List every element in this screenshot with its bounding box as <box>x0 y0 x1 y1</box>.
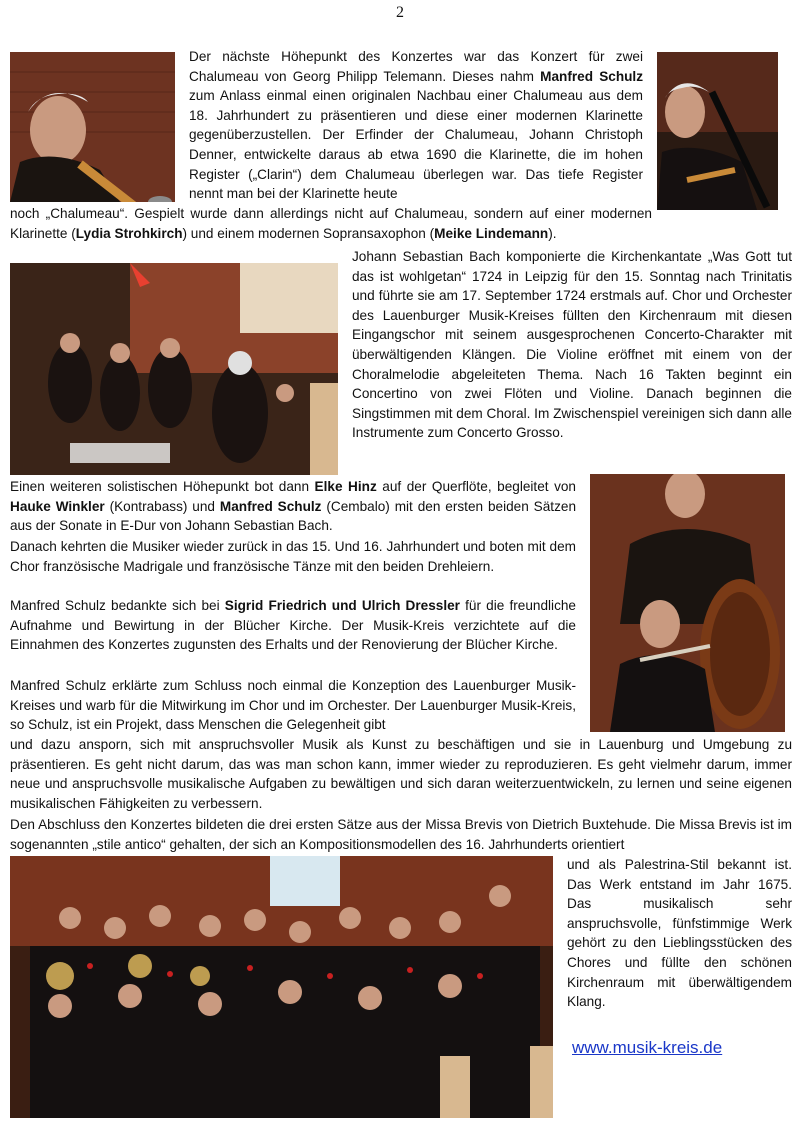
performer-name: Elke Hinz <box>314 479 377 494</box>
performer-name: Manfred Schulz <box>540 68 644 84</box>
photo-flute-bass <box>590 474 785 732</box>
paragraph-telemann <box>189 47 643 204</box>
text-span: noch „Chalumeau“. Gespielt wurde dann allerdings nicht auf Chalumeau, sondern auf einer modernen Klarinette ( <box>10 206 652 241</box>
paragraph-concept-cont <box>10 735 792 813</box>
paragraph-solo <box>10 477 576 536</box>
text-span: auf der Querflöte, begleitet von <box>376 479 576 494</box>
photo-chalumeau-player <box>10 52 175 202</box>
paragraph-madrigals <box>10 537 576 576</box>
paragraph-thanks <box>10 596 576 655</box>
photo-orchestra <box>10 263 338 475</box>
photo-clarinet-player <box>657 52 778 210</box>
paragraph-missa-brevis-cont <box>567 855 792 1012</box>
paragraph-missa-brevis <box>10 815 792 854</box>
performer-name: Meike Lindemann <box>434 225 549 241</box>
text-span: ). <box>548 225 557 241</box>
text-span: Manfred Schulz erklärte zum Schluss noch einmal die Konzeption des Lauenburger Musik-Kreises und warb für die Mitwirkung im Chor und im Orchester. Der Lauenburger Musik-Kreis, so Schulz, ist ein Projekt, dass Menschen die Gelegenheit gibt <box>10 678 576 733</box>
host-names: Sigrid Friedrich und Ulrich Dressler <box>224 598 460 613</box>
performer-name: Lydia Strohkirch <box>75 225 183 241</box>
text-span: (Cembalo) mit den ersten beiden Sätzen aus der Sonate in E-Dur von Johann Sebastian Bach. <box>10 498 577 534</box>
text-span: und als Palestrina-Stil bekannt ist. Das Werk entstand im Jahr 1675. Das musikalisch sehr anspruchsvolle, fünfstimmige Werk gehört zu den Lieblingsstücken des Chores und füllte den schönen Kirchenraum mit überwältigendem Klang. <box>567 857 792 1010</box>
text-span: (Kontrabass) und <box>104 498 220 514</box>
text-span: Den Abschluss den Konzertes bildeten die drei ersten Sätze aus der Missa Brevis von Dietrich Buxtehude. Die Missa Brevis ist im sogenannten „stile antico“ gehalten, der sich an Kompositionsmodellen des 16. Jahrhunderts orientiert <box>10 817 792 852</box>
performer-name: Manfred Schulz <box>219 498 322 514</box>
text-span: und dazu ansporn, sich mit anspruchsvoller Musik als Kunst zu beschäftigen und sie in Lauenburg und Umgebung zu präsentieren. Es geht nicht darum, das was man schon kann, immer wieder zu reproduzieren. Es geht vielmehr darum, immer neue und anspruchsvolle musikalische Aufgaben zu bewältigen und sich daran weiterzuentwickeln, zu lernen und seine eigenen musikalischen Fähigkeiten zu verbessern. <box>10 737 792 811</box>
paragraph-concept <box>10 676 576 735</box>
text-span: ) und einem modernen Sopransaxophon ( <box>182 225 435 241</box>
text-span: für die freundliche Aufnahme und Bewirtung in der Blücher Kirche. Der Musik-Kreis verzichtete auf die Einnahmen des Konzertes zugunsten des Erhalts und der Renovierung der Blücher Kirche. <box>10 598 576 653</box>
paragraph-bach-cantata <box>352 247 792 443</box>
website-link[interactable]: www.musik-kreis.de <box>572 1038 723 1057</box>
photo-choir <box>10 856 553 1118</box>
text-span: Der nächste Höhepunkt des Konzertes war das Konzert für zwei Chalumeau von Georg Philipp Telemann. Dieses nahm <box>189 49 643 84</box>
text-span: Manfred Schulz bedankte sich bei <box>10 598 225 613</box>
performer-name: Hauke Winkler <box>10 498 105 514</box>
paragraph-telemann-cont <box>10 204 652 243</box>
text-span: zum Anlass einmal einen originalen Nachbau einer Chalumeau aus dem 18. Jahrhundert zu präsentieren und diese einer modernen Klarinette gegenüberzustellen. Der Erfinder der Chalumeau, Johann Christoph Denner, entwickelte daraus ab etwa 1690 die Klarinette, die im hohen Register („Clarin“) dem Chalumeau überlegen war. Das tiefe Register nennt man bei der Klarinette heute <box>189 88 643 202</box>
text-span: Danach kehrten die Musiker wieder zurück in das 15. Und 16. Jahrhundert und boten mit dem Chor französische Madrigale und französische Tänze mit den beiden Drehleiern. <box>10 539 576 574</box>
text-span: Einen weiteren solistischen Höhepunkt bot dann <box>10 479 315 494</box>
page-number: 2 <box>396 4 404 21</box>
text-span: Johann Sebastian Bach komponierte die Kirchenkantate „Was Gott tut das ist wohlgetan“ 1724 in Leipzig für den 15. Sonntag nach Trinitatis und führte sie am 17. September 1724 erstmals auf. Chor und Orchester des Lauenburger Musik-Kreises füllten den Kirchenraum mit diesen Eingangschor mit seinem ausgesprochenen Concerto-Charakter mit überwältigenden Klängen. Die Violine eröffnet mit einem von der Choralmelodie abgeleiteten Thema. Nach 16 Takten beginnt ein Concertino von zwei Flöten und Violine. Danach beginnen die Singstimmen mit dem Choral. Im Zwischenspiel vereinigen sich dann alle Instrumente zum Concerto Grosso. <box>352 249 792 441</box>
